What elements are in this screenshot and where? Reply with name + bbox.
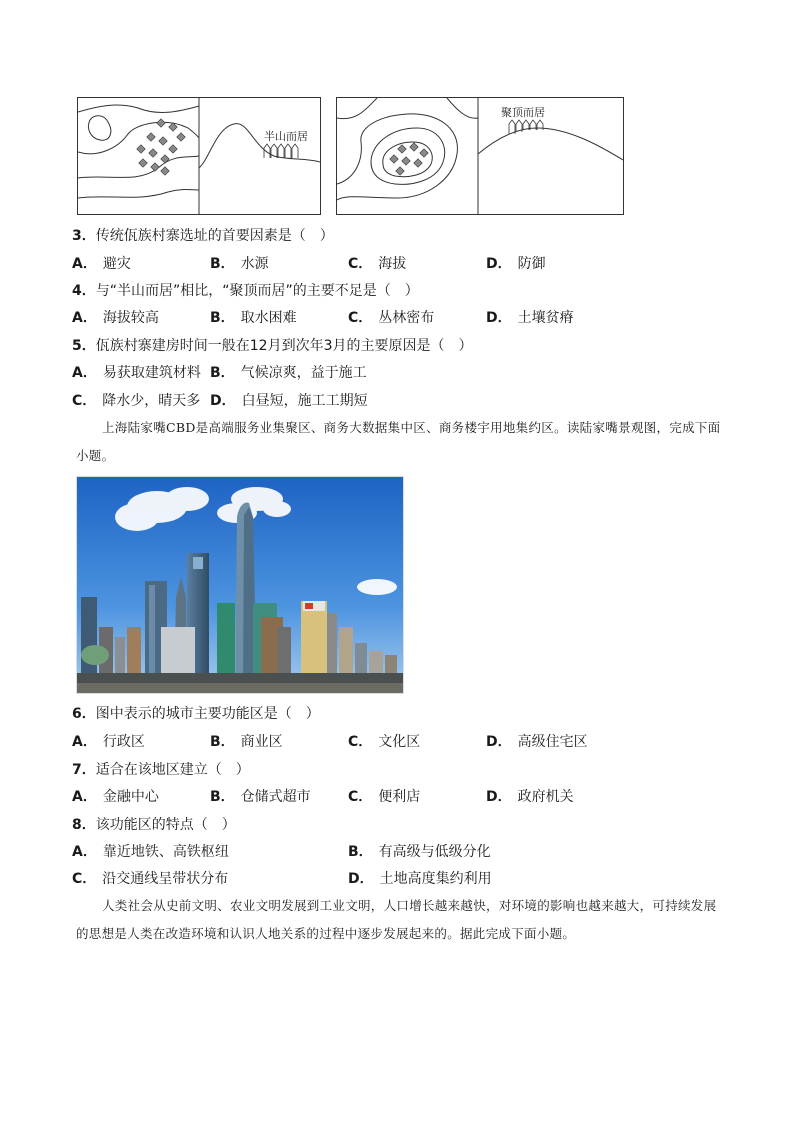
village-houses (137, 119, 185, 175)
options-5-row2 (72, 391, 732, 411)
question-8: 8．该功能区的特点（ ） (72, 817, 236, 833)
option-8d[interactable]: D． 土地高度集约利用 (348, 871, 492, 887)
label-hilltop: 聚顶而居 (501, 106, 545, 119)
option-3a[interactable]: A． 避灾 (72, 256, 131, 272)
lujiazui-skyline-photo (76, 476, 404, 694)
option-3c[interactable]: C． 海拔 (348, 256, 407, 272)
option-3b[interactable]: B． 水源 (210, 256, 269, 272)
option-3d[interactable]: D． 防御 (486, 256, 546, 272)
hilltop-diagram (337, 98, 623, 214)
option-5b[interactable]: B． 气候凉爽，益于施工 (210, 365, 367, 381)
option-7b[interactable]: B． 仓储式超市 (210, 789, 311, 805)
half-mountain-diagram (78, 98, 320, 214)
option-8b[interactable]: B． 有高级与低级分化 (348, 844, 491, 860)
question-3: 3．传统佤族村寨选址的首要因素是（ ） (72, 228, 334, 244)
label-half-mountain: 半山而居 (264, 130, 308, 143)
option-8c[interactable]: C． 沿交通线呈带状分布 (72, 871, 229, 887)
option-6a[interactable]: A． 行政区 (72, 734, 145, 750)
option-4a[interactable]: A． 海拔较高 (72, 310, 159, 326)
question-6: 6．图中表示的城市主要功能区是（ ） (72, 706, 320, 722)
option-6b[interactable]: B． 商业区 (210, 734, 283, 750)
figure-hilltop (336, 97, 624, 215)
question-7: 7．适合在该地区建立（ ） (72, 762, 250, 778)
passage-sustainability: 人类社会从史前文明、农业文明发展到工业文明，人口增长越来越快，对环境的影响也越来越大，可持续发展的思想是人类在改造环境和认识人地关系的过程中逐步发展起来的。据此完成下面小题。 (76, 898, 717, 941)
options-8-row1 (72, 842, 732, 862)
option-5c[interactable]: C． 降水少，晴天多 (72, 393, 201, 409)
option-7c[interactable]: C． 便利店 (348, 789, 421, 805)
option-4c[interactable]: C． 丛林密布 (348, 310, 435, 326)
question-5: 5．佤族村寨建房时间一般在12月到次年3月的主要原因是（ ） (72, 338, 473, 354)
option-6d[interactable]: D． 高级住宅区 (486, 734, 588, 750)
options-5-row1 (72, 363, 732, 383)
question-4: 4．与“半山而居”相比，“聚顶而居”的主要不足是（ ） (72, 283, 419, 299)
options-3 (72, 254, 732, 274)
hilltop-village-houses (390, 143, 428, 175)
options-7 (72, 787, 732, 807)
houses-profile-icon (264, 144, 298, 158)
option-4d[interactable]: D． 土壤贫瘠 (486, 310, 574, 326)
options-8-row2 (72, 869, 732, 889)
passage-cbd: 上海陆家嘴CBD是高端服务业集聚区、商务大数据集中区、商务楼宇用地集约区。读陆家嘴景观图，完成下面小题。 (76, 420, 721, 463)
options-4 (72, 308, 732, 328)
option-7d[interactable]: D． 政府机关 (486, 789, 574, 805)
option-5d[interactable]: D． 白昼短，施工工期短 (210, 393, 368, 409)
skyline-illustration (77, 477, 403, 693)
figure-half-mountain (77, 97, 321, 215)
option-7a[interactable]: A． 金融中心 (72, 789, 159, 805)
options-6 (72, 732, 732, 752)
option-4b[interactable]: B． 取水困难 (210, 310, 297, 326)
option-5a[interactable]: A． 易获取建筑材料 (72, 365, 201, 381)
option-6c[interactable]: C． 文化区 (348, 734, 421, 750)
option-8a[interactable]: A． 靠近地铁、高铁枢纽 (72, 844, 229, 860)
